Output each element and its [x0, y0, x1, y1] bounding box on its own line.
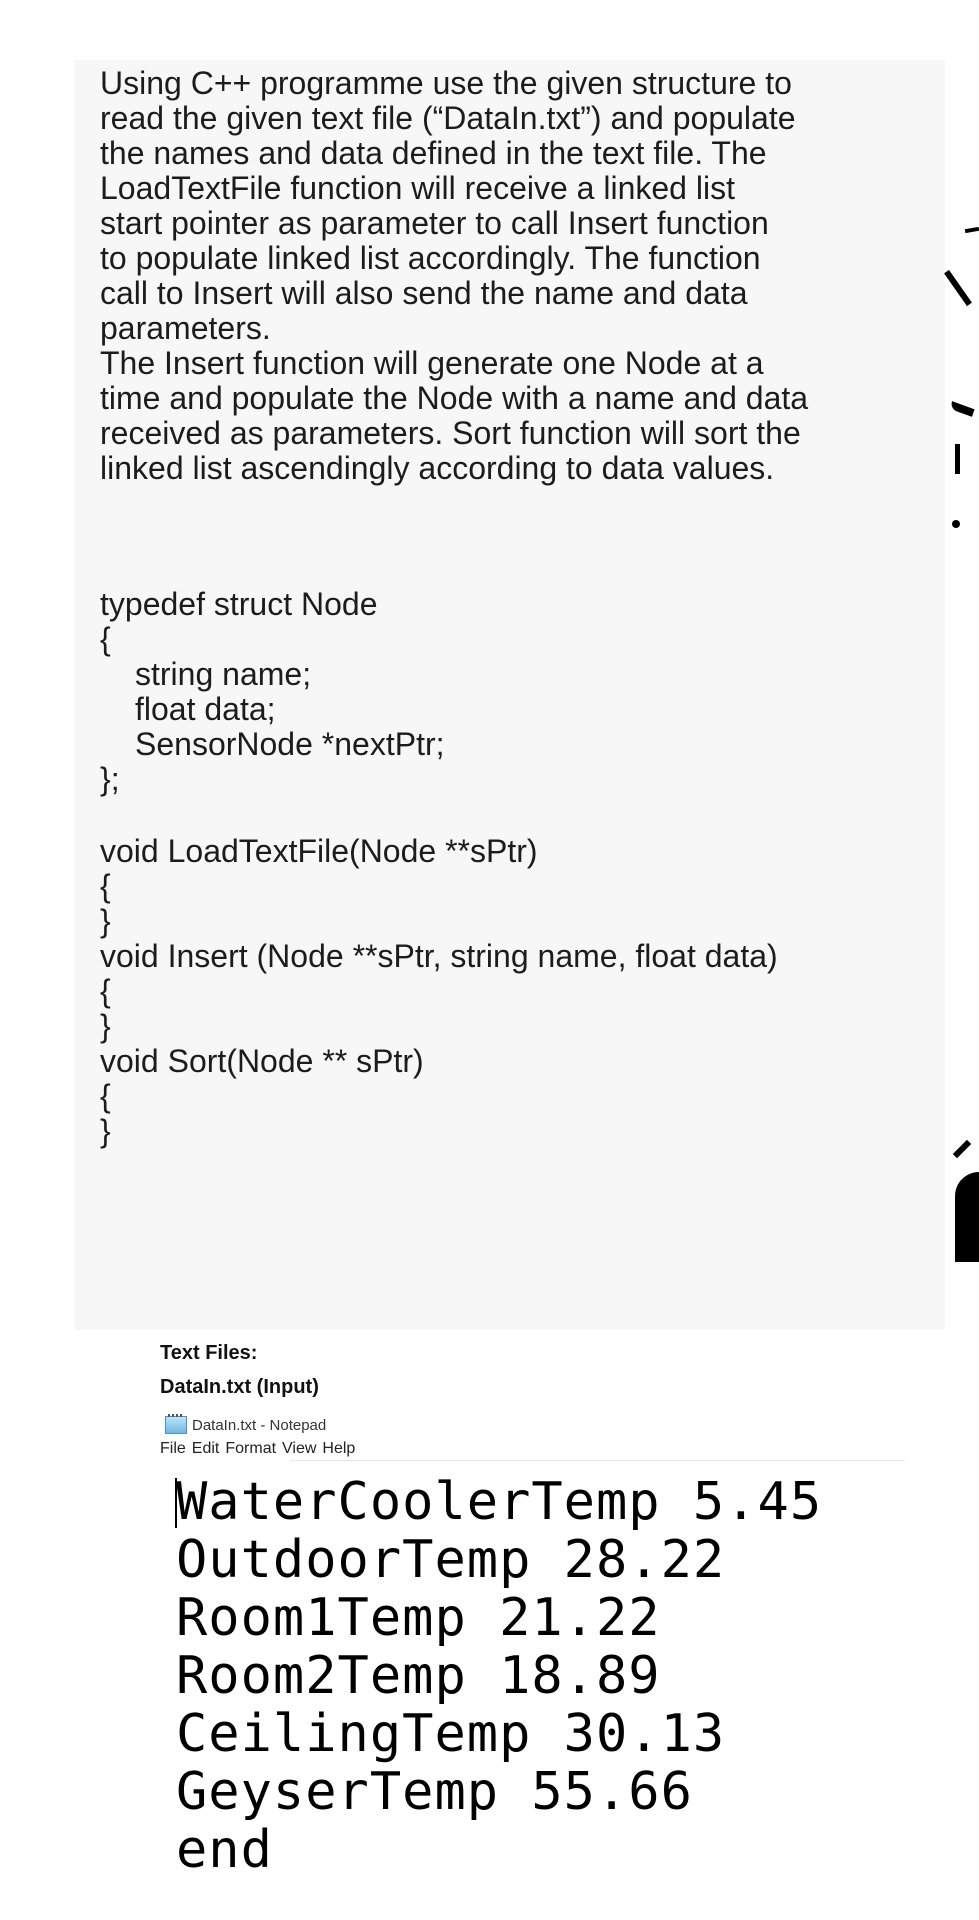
code-line: }	[100, 1008, 111, 1044]
code-line: {	[100, 621, 111, 657]
file-line: WaterCoolerTemp 5.45	[176, 1472, 823, 1532]
question-text-line: linked list ascendingly according to data values.	[100, 450, 775, 486]
code-line: {	[100, 973, 111, 1009]
notepad-icon	[165, 1416, 187, 1434]
file-line: GeyserTemp 55.66	[176, 1762, 693, 1822]
file-line: end	[176, 1820, 273, 1880]
text-files-caption: Text Files:	[160, 1342, 258, 1364]
code-line: }	[100, 1113, 111, 1149]
question-panel	[75, 60, 945, 1330]
question-text-line: received as parameters. Sort function will sort the	[100, 415, 801, 451]
code-line: void LoadTextFile(Node **sPtr)	[100, 833, 538, 869]
code-line: }	[100, 903, 111, 939]
question-text-line: The Insert function will generate one Node at a	[100, 345, 764, 381]
code-line: void Sort(Node ** sPtr)	[100, 1043, 424, 1079]
file-line: CeilingTemp 30.13	[176, 1704, 726, 1764]
menu-file[interactable]: File	[160, 1440, 186, 1457]
input-file-caption: DataIn.txt (Input)	[160, 1376, 319, 1398]
code-line: {	[100, 1078, 111, 1114]
code-line: void Insert (Node **sPtr, string name, float data)	[100, 938, 778, 974]
menu-edit[interactable]: Edit	[191, 1440, 220, 1457]
question-text-line: start pointer as parameter to call Insert function	[100, 205, 769, 241]
question-text-line: read the given text file (“DataIn.txt”) and populate	[100, 100, 796, 136]
code-line: string name;	[135, 656, 312, 692]
code-line: float data;	[135, 691, 276, 727]
edge-mark	[955, 444, 960, 474]
edge-mark	[955, 1172, 979, 1262]
code-line: typedef struct Node	[100, 586, 378, 622]
question-text-line: time and populate the Node with a name and data	[100, 380, 809, 416]
code-line: {	[100, 868, 111, 904]
file-line: OutdoorTemp 28.22	[176, 1530, 726, 1590]
notepad-titlebar	[165, 1414, 326, 1436]
menu-view[interactable]: View	[282, 1440, 317, 1457]
question-text-line: to populate linked list accordingly. The function	[100, 240, 761, 276]
edge-mark	[952, 520, 960, 528]
question-text-line: call to Insert will also send the name and data	[100, 275, 748, 311]
file-line: Room2Temp 18.89	[176, 1646, 661, 1706]
window-title: DataIn.txt - Notepad	[192, 1416, 327, 1434]
code-line: SensorNode *nextPtr;	[135, 726, 445, 762]
code-line: };	[100, 761, 120, 797]
menu-help[interactable]: Help	[322, 1440, 356, 1457]
menu-format[interactable]: Format	[225, 1440, 277, 1457]
question-text-line: LoadTextFile function will receive a linked list	[100, 170, 735, 206]
question-text-line: the names and data defined in the text file. The	[100, 135, 767, 171]
question-text-line: Using C++ programme use the given structure to	[100, 65, 792, 101]
question-text-line: parameters.	[100, 310, 271, 346]
notepad-menubar	[160, 1440, 355, 1458]
notepad-editor[interactable]	[160, 1460, 920, 1910]
file-line: Room1Temp 21.22	[176, 1588, 661, 1648]
